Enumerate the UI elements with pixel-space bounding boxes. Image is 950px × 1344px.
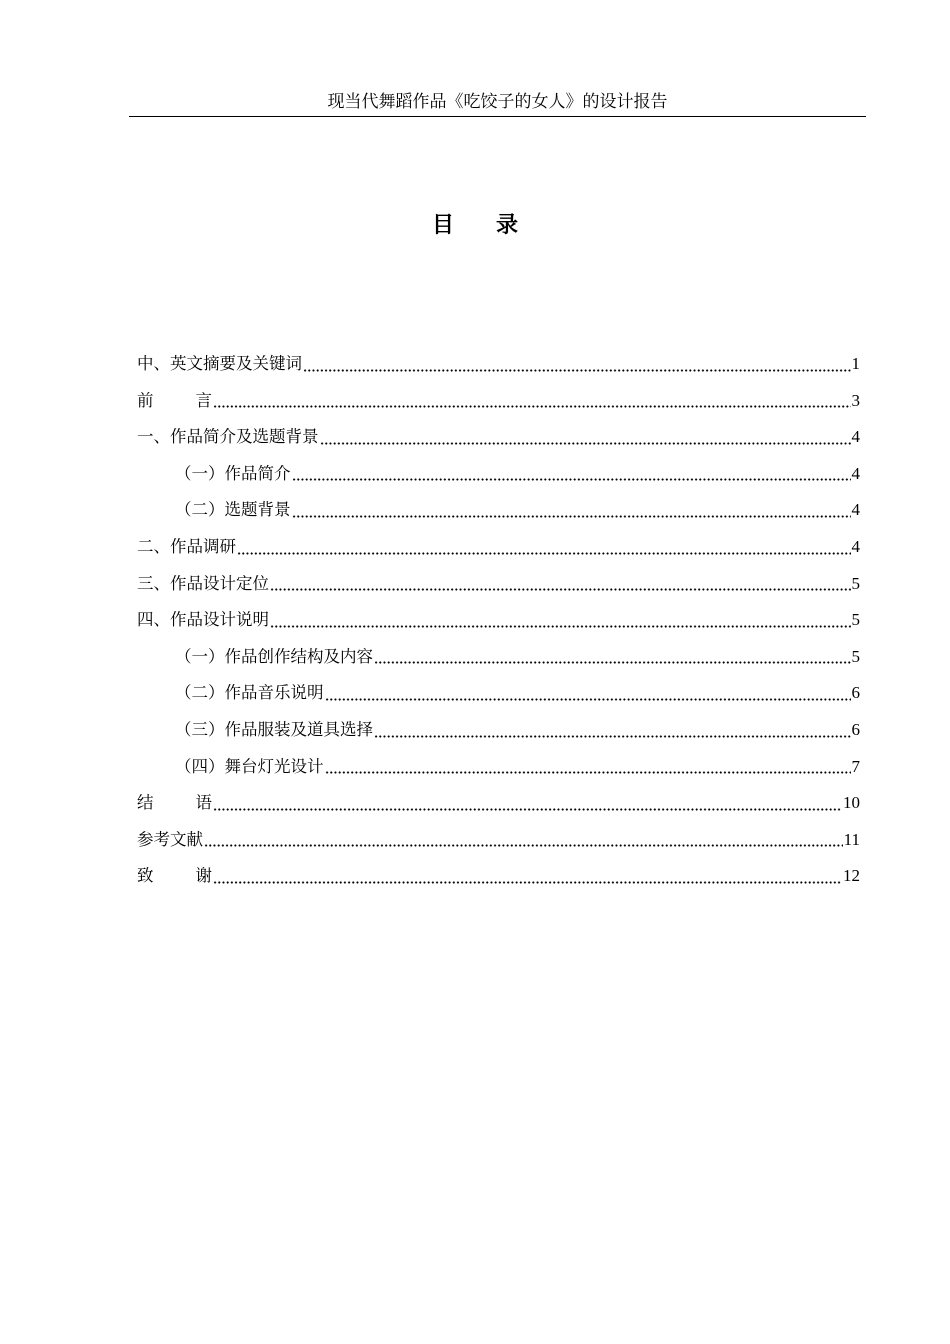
toc-entry-conclusion[interactable] xyxy=(137,785,860,822)
toc-entry-label: 四、作品设计说明 xyxy=(137,610,269,630)
toc-leader-dots xyxy=(292,509,851,518)
toc-entry-label-char: 谢 xyxy=(195,866,212,886)
toc-page-number: 4 xyxy=(851,463,860,483)
toc-page-number: 4 xyxy=(851,500,860,520)
toc-entry-label-char: 语 xyxy=(195,793,212,813)
toc-entry-references[interactable] xyxy=(137,822,860,859)
toc-entry-label-char: 言 xyxy=(195,390,212,410)
toc-entry-section-4-2[interactable] xyxy=(137,675,860,712)
toc-entry-preface[interactable] xyxy=(137,383,860,420)
toc-page-number: 4 xyxy=(851,427,860,447)
toc-entry-acknowledgements[interactable] xyxy=(137,858,860,895)
toc-heading xyxy=(0,208,950,242)
toc-entry-label xyxy=(137,383,212,420)
toc-entry-label: （二）选题背景 xyxy=(175,500,291,520)
toc-page-number: 6 xyxy=(851,719,860,739)
toc-leader-dots xyxy=(213,875,842,884)
running-header: 现当代舞蹈作品《吃饺子的女人》的设计报告 xyxy=(129,88,866,117)
toc-entry-label: （一）作品简介 xyxy=(175,463,291,483)
toc-entry-section-2[interactable] xyxy=(137,529,860,566)
toc-leader-dots xyxy=(213,802,842,811)
toc-leader-dots xyxy=(303,363,851,372)
toc-entry-abstract[interactable] xyxy=(137,346,860,383)
toc-page-number: 12 xyxy=(843,866,860,886)
toc-leader-dots xyxy=(204,838,843,847)
toc-entry-label: 一、作品简介及选题背景 xyxy=(137,427,319,447)
toc-entry-label: （四）舞台灯光设计 xyxy=(175,756,324,776)
toc-page-number: 1 xyxy=(851,354,860,373)
toc-page-number: 11 xyxy=(843,829,860,849)
toc-page-number: 5 xyxy=(851,610,860,630)
toc-entry-label: （一）作品创作结构及内容 xyxy=(175,646,373,666)
toc-leader-dots xyxy=(325,765,851,774)
toc-leader-dots xyxy=(213,399,851,408)
toc-entry-section-4-3[interactable] xyxy=(137,712,860,749)
toc-leader-dots xyxy=(374,655,851,664)
toc-leader-dots xyxy=(270,582,851,591)
toc-entry-label-char: 前 xyxy=(137,390,154,410)
toc-entry-label: 中、英文摘要及关键词 xyxy=(137,354,302,373)
toc-entry-label: 参考文献 xyxy=(137,829,203,849)
toc-entry-section-1-2[interactable] xyxy=(137,492,860,529)
toc-page-number: 10 xyxy=(843,793,860,813)
toc-leader-dots xyxy=(237,546,851,555)
toc-entry-label xyxy=(137,858,212,895)
toc-page-number: 5 xyxy=(851,573,860,593)
toc-entry-section-3[interactable] xyxy=(137,566,860,603)
toc-leader-dots xyxy=(292,472,851,481)
toc-heading-char: 录 xyxy=(496,212,519,238)
toc-entry-label-char: 结 xyxy=(137,793,154,813)
table-of-contents xyxy=(137,346,860,895)
toc-entry-label xyxy=(137,785,212,822)
toc-page-number: 4 xyxy=(851,536,860,556)
toc-leader-dots xyxy=(270,619,851,628)
toc-entry-section-1[interactable] xyxy=(137,419,860,456)
toc-entry-label-char: 致 xyxy=(137,866,154,886)
toc-leader-dots xyxy=(374,729,851,738)
toc-entry-section-4-1[interactable] xyxy=(137,639,860,676)
toc-entry-label: （三）作品服装及道具选择 xyxy=(175,719,373,739)
toc-page-number: 5 xyxy=(851,646,860,666)
toc-entry-label: 三、作品设计定位 xyxy=(137,573,269,593)
toc-page-number: 6 xyxy=(851,683,860,703)
toc-entry-section-1-1[interactable] xyxy=(137,456,860,493)
toc-heading-char: 目 xyxy=(431,212,454,238)
toc-page-number: 3 xyxy=(851,390,860,410)
toc-entry-section-4[interactable] xyxy=(137,602,860,639)
toc-entry-label: 二、作品调研 xyxy=(137,536,236,556)
toc-leader-dots xyxy=(320,436,851,445)
toc-leader-dots xyxy=(325,692,851,701)
toc-page-number: 7 xyxy=(851,756,860,776)
toc-entry-section-4-4[interactable] xyxy=(137,749,860,786)
toc-entry-label: （二）作品音乐说明 xyxy=(175,683,324,703)
